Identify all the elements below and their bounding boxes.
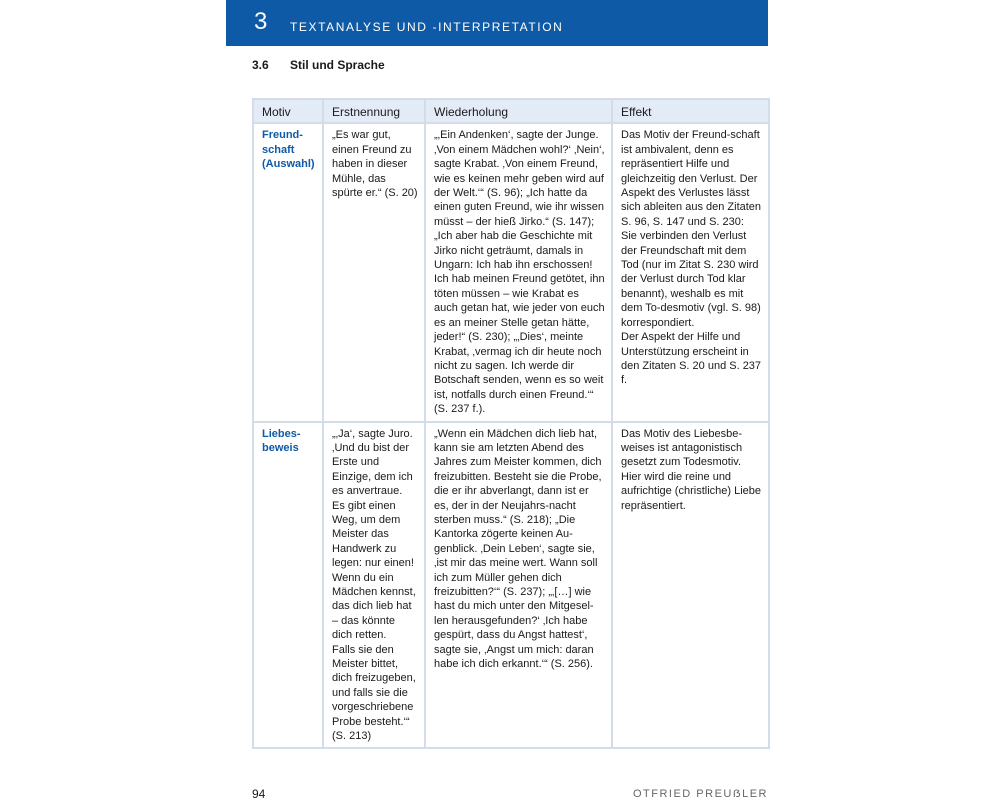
- motif-cell: Freund-schaft (Auswahl): [253, 123, 323, 421]
- column-header-wiederholung: Wiederholung: [425, 99, 612, 123]
- table-row: [253, 422, 769, 749]
- column-header-effekt: Effekt: [612, 99, 769, 123]
- first-mention-cell: „Es war gut, einen Freund zu haben in dieser Mühle, das spürte er.“ (S. 20): [323, 123, 425, 421]
- motif-table-container: [252, 98, 768, 749]
- effect-cell: Das Motiv der Freund-schaft ist ambivalent, denn es repräsentiert Hilfe und gleichzeitig den Verlust. Der Aspekt des Verlustes lässt sich ableiten aus den Zitaten S. 96, S. 147 und S. 230: Sie verbinden den Verlust der Freundschaft mit dem Tod (nur im Zitat S. 230 wird der Verlust durch Tod klar benannt), weshalb es mit dem To-desmotiv (vgl. S. 98) korrespondiert. Der Aspekt der Hilfe und Unterstützung erscheint in den Zitaten S. 20 und S. 237 f.: [612, 123, 769, 421]
- chapter-title: TEXTANALYSE UND -INTERPRETATION: [290, 20, 564, 34]
- repetition-cell: „Wenn ein Mädchen dich lieb hat, kann sie am letzten Abend des Jahres zum Meister kommen, dich freizubitten. Besteht sie die Probe, die er ihr abverlangt, dann ist er es, der in der Neujahrs-nacht sterben muss.“ (S. 218); „Die Kantorka zögerte keinen Au-genblick. ‚Dein Leben‘, sagte sie, ‚ist mir das meine wert. Wann soll ich zum Müller gehen dich freizubitten?‘“ (S. 237); „‚[…] wie hast du mich unter den Mitgesel-len herausgefunden?‘ ‚Ich habe gespürt, dass du Angst hattest‘, sagte sie, ‚Angst um mich: daran habe ich dich erkannt.‘“ (S. 256).: [425, 422, 612, 749]
- section-title: Stil und Sprache: [290, 58, 385, 72]
- motif-cell: Liebes-beweis: [253, 422, 323, 749]
- column-header-erstnennung: Erstnennung: [323, 99, 425, 123]
- effect-cell: Das Motiv des Liebesbe-weises ist antagonistisch gesetzt zum Todesmotiv. Hier wird die reine und aufrichtige (christliche) Liebe repräsentiert.: [612, 422, 769, 749]
- table-header-row: [253, 99, 769, 123]
- chapter-header: [226, 0, 768, 46]
- section-number: 3.6: [252, 58, 269, 72]
- first-mention-cell: „‚Ja‘, sagte Juro. ‚Und du bist der Erste und Einzige, dem ich es anvertraue. Es gibt einen Weg, um dem Meister das Handwerk zu legen: nur einen! Wenn du ein Mädchen kennst, das dich lieb hat – das könnte dich retten. Falls sie den Meister bittet, dich freizugeben, und falls sie die vorgeschriebene Probe besteht.‘“ (S. 213): [323, 422, 425, 749]
- column-header-motiv: Motiv: [253, 99, 323, 123]
- chapter-number: 3: [254, 8, 268, 35]
- page-number: 94: [252, 787, 266, 801]
- repetition-cell: „‚Ein Andenken‘, sagte der Junge. ‚Von einem Mädchen wohl?‘ ‚Nein‘, sagte Krabat. ‚Von einem Freund, wie es keinen mehr geben wird auf der Welt.‘“ (S. 96); „Ich hatte da einen guten Freund, wie ihr wissen müsst – der hieß Jirko.“ (S. 147); „Ich aber hab die Geschichte mit Jirko nicht geträumt, damals in Ungarn: Ich hab ihn erschossen! Ich hab meinen Freund getötet, ihn töten müssen – wie Krabat es auch getan hat, wie jeder von euch es an meiner Stelle getan hätte, jeder!“ (S. 230); „‚Dies‘, meinte Krabat, ‚vermag ich dir heute noch nicht zu sagen. Ich werde dir Botschaft senden, wenn es so weit ist, notfalls durch einen Freund.‘“ (S. 237 f.).: [425, 123, 612, 421]
- section-heading: [252, 58, 385, 72]
- table-row: [253, 123, 769, 421]
- motif-table: [252, 98, 770, 749]
- running-footer-author: OTFRIED PREUẞLER: [632, 788, 768, 800]
